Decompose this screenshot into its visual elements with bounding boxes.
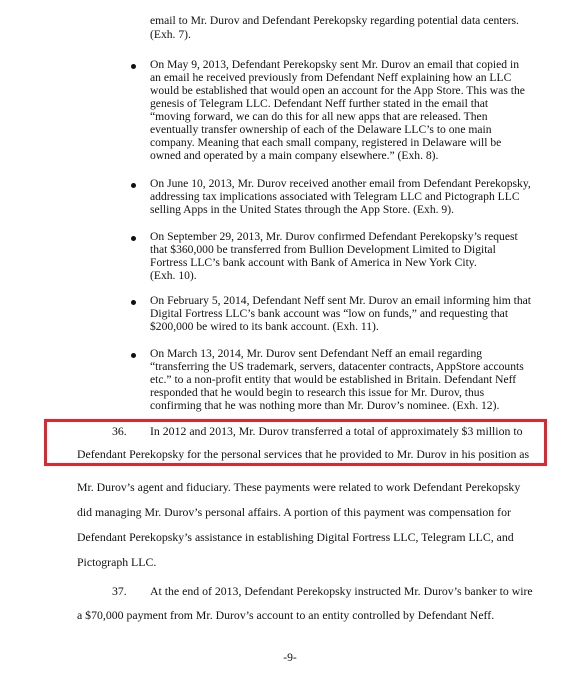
bullet-line: Fortress LLC’s bank account with Bank of America in New York City. <box>150 256 477 269</box>
bullet-line: On September 29, 2013, Mr. Durov confirmed Defendant Perekopsky’s request <box>150 230 518 243</box>
bullet-line: would be established that would open an account for the App Store. This was the <box>150 84 525 97</box>
bullet-line: $200,000 be wired to its bank account. (Exh. 11). <box>150 320 379 333</box>
paragraph-number: 37. <box>112 584 127 598</box>
continuation-line: (Exh. 7). <box>150 28 191 41</box>
continuation-line: email to Mr. Durov and Defendant Perekopsky regarding potential data centers. <box>150 14 519 27</box>
bullet-line: “transferring the US trademark, servers, datacenter contracts, AppStore accounts <box>150 360 524 373</box>
bullet-point-icon <box>131 64 136 69</box>
paragraph-line: Mr. Durov’s agent and fiduciary. These payments were related to work Defendant Perekopsky <box>77 480 521 494</box>
bullet-line: Digital Fortress LLC’s bank account was “low on funds,” and requesting that <box>150 307 509 320</box>
paragraph-line: did managing Mr. Durov’s personal affairs. A portion of this payment was compensation for <box>77 505 511 519</box>
paragraph-number: 36. <box>112 424 127 438</box>
bullet-line: etc.” to a non-profit entity that would be established in Britain. Defendant Neff <box>150 373 517 386</box>
bullet-line: On February 5, 2014, Defendant Neff sent Mr. Durov an email informing him that <box>150 294 532 307</box>
bullet-line: genesis of Telegram LLC. Defendant Neff further stated in the email that <box>150 97 489 110</box>
bullet-line: On March 13, 2014, Mr. Durov sent Defendant Neff an email regarding <box>150 347 483 360</box>
bullet-line: On May 9, 2013, Defendant Perekopsky sent Mr. Durov an email that copied in <box>150 58 519 71</box>
bullet-line: addressing tax implications associated with Telegram LLC and Pictograph LLC <box>150 190 520 203</box>
bullet-point-icon <box>131 300 136 305</box>
bullet-line: “moving forward, we can do this for all new apps that are released. Then <box>150 110 488 123</box>
bullet-point-icon <box>131 236 136 241</box>
highlight-annotation-box <box>44 419 547 466</box>
bullet-line: eventually transfer ownership of each of the Delaware LLC’s to one main <box>150 123 492 136</box>
bullet-line: responded that he would begin to research this issue for Mr. Durov, thus <box>150 386 485 399</box>
bullet-line: confirming that he was nothing more than Mr. Durov’s nominee. (Exh. 12). <box>150 399 500 412</box>
bullet-line: an email he received previously from Defendant Neff explaining how an LLC <box>150 71 512 84</box>
paragraph-line: At the end of 2013, Defendant Perekopsky instructed Mr. Durov’s banker to wire <box>150 584 533 598</box>
page-number: -9- <box>283 651 297 664</box>
bullet-line: company. Meaning that each small company, registered in Delaware will be <box>150 136 502 149</box>
paragraph-line: a $70,000 payment from Mr. Durov’s account to an entity controlled by Defendant Neff. <box>77 608 495 622</box>
paragraph-line: Defendant Perekopsky’s assistance in establishing Digital Fortress LLC, Telegram LLC, and <box>77 530 514 544</box>
paragraph-line: Pictograph LLC. <box>77 555 157 569</box>
bullet-point-icon <box>131 183 136 188</box>
bullet-line: that $360,000 be transferred from Bullion Development Limited to Digital <box>150 243 496 256</box>
paragraph-line: In 2012 and 2013, Mr. Durov transferred a total of approximately $3 million to <box>150 424 523 438</box>
bullet-point-icon <box>131 353 136 358</box>
bullet-line: On June 10, 2013, Mr. Durov received another email from Defendant Perekopsky, <box>150 177 531 190</box>
bullet-line: selling Apps in the United States through the App Store. (Exh. 9). <box>150 203 454 216</box>
paragraph-line: Defendant Perekopsky for the personal services that he provided to Mr. Durov in his position as <box>77 447 530 461</box>
bullet-line: (Exh. 10). <box>150 269 197 282</box>
bullet-line: owned and operated by a main company elsewhere.” (Exh. 8). <box>150 149 439 162</box>
